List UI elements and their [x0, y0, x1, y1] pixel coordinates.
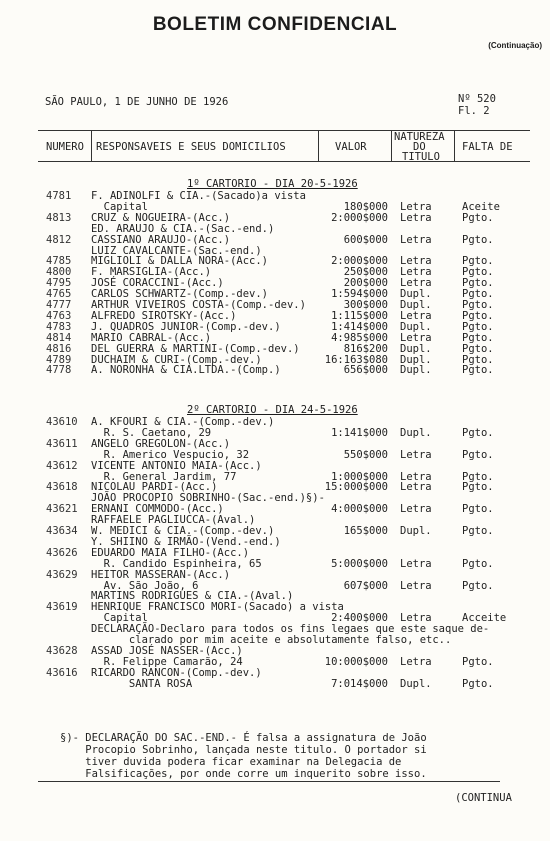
- row-falta: Acceite: [462, 612, 507, 624]
- row-falta: Pgto.: [462, 449, 494, 461]
- row-responsavel: R. General Jardim, 77: [91, 471, 237, 483]
- row-valor: 180$000: [343, 201, 388, 213]
- row-falta: Pgto.: [462, 481, 494, 493]
- row-responsavel: Y. SHIINO & IRMÃO-(Vend.-end.): [91, 536, 281, 548]
- row-responsavel: NICOLAU PARDI-(Acc.): [91, 481, 218, 493]
- sheet-number: Fl. 2: [458, 105, 490, 117]
- row-responsavel: MARTINS RODRIGUES & CIA.-(Aval.): [91, 590, 294, 602]
- row-valor: 1:414$000: [331, 321, 388, 333]
- row-natureza: Dupl.: [400, 321, 432, 333]
- row-falta: Pgto.: [462, 427, 494, 439]
- bulletin-number: Nº 520: [458, 93, 496, 105]
- row-responsavel: F. ADINOLFI & CIA.-(Sacado)a vista: [91, 190, 306, 202]
- row-number: 4777: [46, 299, 72, 311]
- row-responsavel: MARIO CABRAL-(Acc.): [91, 332, 212, 344]
- header-natureza: NATUREZA: [394, 131, 445, 143]
- header-divider-2: [318, 130, 319, 161]
- row-natureza: Dupl.: [400, 299, 432, 311]
- header-falta: FALTA DE: [462, 141, 513, 153]
- row-valor: 816$200: [343, 343, 388, 355]
- row-responsavel: DEL GUERRA & MARTINI-(Comp.-dev.): [91, 343, 300, 355]
- row-falta: Pgto.: [462, 525, 494, 537]
- row-responsavel: LUIZ CAVALCANTE-(Sac.-end.): [91, 245, 262, 257]
- row-falta: Pgto.: [462, 212, 494, 224]
- row-responsavel: CRUZ & NOGUEIRA-(Acc.): [91, 212, 231, 224]
- header-do: DO: [413, 141, 426, 153]
- row-number: 4814: [46, 332, 72, 344]
- footnote-rule: [38, 781, 500, 782]
- row-valor: 1:000$000: [331, 471, 388, 483]
- row-valor: 600$000: [343, 234, 388, 246]
- row-valor: 1:141$000: [331, 427, 388, 439]
- row-responsavel: MIGLIOLI & DALLA NORA-(Acc.): [91, 255, 269, 267]
- header-bottom-rule: [38, 161, 530, 162]
- row-natureza: Letra: [400, 503, 432, 515]
- row-number: 43629: [46, 569, 78, 581]
- row-natureza: Dupl.: [400, 343, 432, 355]
- footnote-line-1: §)- DECLARAÇÃO DO SAC.-END.- É falsa a assignatura de João: [60, 732, 427, 744]
- row-responsavel: HEITOR MASSERAN-(Acc.): [91, 569, 231, 581]
- row-valor: 1:115$000: [331, 310, 388, 322]
- row-valor: 4:000$000: [331, 503, 388, 515]
- row-valor: 300$000: [343, 299, 388, 311]
- row-valor: 7:014$000: [331, 678, 388, 690]
- row-number: 4765: [46, 288, 72, 300]
- row-natureza: Letra: [400, 612, 432, 624]
- row-responsavel: EDUARDO MAIA FILHO-(Acc.): [91, 547, 250, 559]
- header-titulo: TITULO: [402, 151, 440, 163]
- row-number: 4816: [46, 343, 72, 355]
- row-responsavel: Capital: [91, 612, 148, 624]
- row-responsavel: ED. ARAUJO & CIA.-(Sac.-end.): [91, 223, 275, 235]
- row-number: 43619: [46, 601, 78, 613]
- row-valor: 1:594$000: [331, 288, 388, 300]
- row-valor: 10:000$000: [324, 656, 388, 668]
- row-valor: 656$000: [343, 364, 388, 376]
- row-valor: 2:000$000: [331, 255, 388, 267]
- row-number: 4800: [46, 266, 72, 278]
- row-falta: Pgto.: [462, 503, 494, 515]
- row-falta: Pgto.: [462, 364, 494, 376]
- row-responsavel: JOSÉ CORACCINI-(Acc.): [91, 277, 224, 289]
- row-number: 43628: [46, 645, 78, 657]
- row-falta: Pgto.: [462, 558, 494, 570]
- row-falta: Pgto.: [462, 266, 494, 278]
- row-responsavel: DUCHAIM & CURI-(Comp.-dev.): [91, 354, 262, 366]
- row-natureza: Letra: [400, 234, 432, 246]
- row-number: 4813: [46, 212, 72, 224]
- row-number: 4783: [46, 321, 72, 333]
- row-falta: Aceite: [462, 201, 500, 213]
- row-responsavel: SANTA ROSA: [91, 678, 193, 690]
- header-top-rule: [38, 130, 530, 131]
- header-divider-4: [454, 130, 455, 161]
- row-number: 43616: [46, 667, 78, 679]
- header-valor: VALOR: [335, 141, 367, 153]
- row-responsavel: VICENTE ANTONIO MAIA-(Acc.): [91, 460, 262, 472]
- row-natureza: Letra: [400, 277, 432, 289]
- row-natureza: Dupl.: [400, 354, 432, 366]
- row-valor: 16:163$080: [324, 354, 388, 366]
- row-valor: 550$000: [343, 449, 388, 461]
- row-falta: Pgto.: [462, 656, 494, 668]
- row-number: 4785: [46, 255, 72, 267]
- row-natureza: Dupl.: [400, 525, 432, 537]
- row-responsavel: DECLARAÇÃO-Declaro para todos os fins legaes que este saque de-: [91, 623, 490, 635]
- footnote-line-4: Falsificações, por onde corre um inquerito sobre isso.: [60, 768, 427, 780]
- row-valor: 5:000$000: [331, 558, 388, 570]
- row-responsavel: JOÃO PROCOPIO SOBRINHO-(Sac.-end.)§)-: [91, 492, 325, 504]
- row-natureza: Letra: [400, 656, 432, 668]
- row-natureza: Letra: [400, 310, 432, 322]
- row-responsavel: ERNANI COMMODO-(Acc.): [91, 503, 224, 515]
- row-responsavel: R. Candido Espinheira, 65: [91, 558, 262, 570]
- row-natureza: Dupl.: [400, 427, 432, 439]
- row-falta: Pgto.: [462, 310, 494, 322]
- row-falta: Pgto.: [462, 299, 494, 311]
- row-number: 4789: [46, 354, 72, 366]
- row-responsavel: R. Americo Vespucio, 32: [91, 449, 250, 461]
- row-responsavel: CASSIANO ARAUJO-(Acc.): [91, 234, 231, 246]
- row-valor: 15:000$000: [324, 481, 388, 493]
- section-title-2: 2º CARTORIO - DIA 24-5-1926: [187, 404, 358, 416]
- row-responsavel: CARLOS SCHWARTZ-(Comp.-dev.): [91, 288, 269, 300]
- header-divider-1: [91, 130, 92, 161]
- continua-note: (CONTINUA: [455, 792, 512, 804]
- row-natureza: Letra: [400, 255, 432, 267]
- row-number: 43618: [46, 481, 78, 493]
- row-falta: Pgto.: [462, 321, 494, 333]
- row-number: 43621: [46, 503, 78, 515]
- row-natureza: Letra: [400, 449, 432, 461]
- footnote-line-3: tiver duvida podera ficar examinar na Delegacia de: [60, 756, 402, 768]
- footnote-line-2: Procopio Sobrinho, lançada neste titulo. O portador si: [60, 744, 427, 756]
- row-responsavel: ASSAD JOSÉ NASSER-(Acc.): [91, 645, 243, 657]
- row-natureza: Dupl.: [400, 288, 432, 300]
- row-number: 4812: [46, 234, 72, 246]
- row-responsavel: J. QUADROS JUNIOR-(Comp.-dev.): [91, 321, 281, 333]
- row-number: 4778: [46, 364, 72, 376]
- row-natureza: Letra: [400, 481, 432, 493]
- row-responsavel: RAFFAELE PAGLIUCCA-(Aval.): [91, 514, 256, 526]
- row-responsavel: F. MARSIGLIA-(Acc.): [91, 266, 212, 278]
- row-natureza: Letra: [400, 332, 432, 344]
- row-falta: Pgto.: [462, 332, 494, 344]
- row-responsavel: R. S. Caetano, 29: [91, 427, 212, 439]
- header-divider-3: [391, 130, 392, 161]
- place-date: SÃO PAULO, 1 DE JUNHO DE 1926: [45, 96, 229, 108]
- row-falta: Pgto.: [462, 288, 494, 300]
- row-responsavel: ANGELO GREGOLON-(Acc.): [91, 438, 231, 450]
- row-responsavel: RICARDO RANCON-(Comp.-dev.): [91, 667, 262, 679]
- row-falta: Pgto.: [462, 471, 494, 483]
- row-number: 43634: [46, 525, 78, 537]
- row-responsavel: A. NORONHA & CIA.LTDA.-(Comp.): [91, 364, 281, 376]
- row-natureza: Dupl.: [400, 364, 432, 376]
- row-responsavel: A. KFOURI & CIA.-(Comp.-dev.): [91, 416, 275, 428]
- row-valor: 2:000$000: [331, 212, 388, 224]
- row-falta: Pgto.: [462, 343, 494, 355]
- row-number: 43626: [46, 547, 78, 559]
- row-natureza: Letra: [400, 212, 432, 224]
- row-falta: Pgto.: [462, 234, 494, 246]
- header-responsaveis: RESPONSAVEIS E SEUS DOMICILIOS: [96, 141, 286, 153]
- row-valor: 250$000: [343, 266, 388, 278]
- row-falta: Pgto.: [462, 580, 494, 592]
- row-responsavel: ALFREDO SIROTSKY-(Acc.): [91, 310, 237, 322]
- row-falta: Pgto.: [462, 678, 494, 690]
- row-falta: Pgto.: [462, 277, 494, 289]
- row-valor: 200$000: [343, 277, 388, 289]
- continuation-note: (Continuação): [488, 41, 542, 50]
- row-number: 4763: [46, 310, 72, 322]
- row-natureza: Letra: [400, 558, 432, 570]
- row-natureza: Letra: [400, 201, 432, 213]
- header-numero: NUMERO: [46, 141, 84, 153]
- row-natureza: Letra: [400, 266, 432, 278]
- row-responsavel: Av. São João, 6: [91, 580, 199, 592]
- row-number: 43611: [46, 438, 78, 450]
- row-responsavel: HENRIQUE FRANCISCO MORI-(Sacado) a vista: [91, 601, 344, 613]
- row-responsavel: W. MEDICI & CIA.-(Comp.-dev.): [91, 525, 275, 537]
- row-number: 4781: [46, 190, 72, 202]
- row-valor: 2:400$000: [331, 612, 388, 624]
- row-responsavel: R. Felippe Camarão, 24: [91, 656, 243, 668]
- row-responsavel: ARTHUR VIVEIROS COSTA-(Comp.-dev.): [91, 299, 306, 311]
- row-natureza: Letra: [400, 580, 432, 592]
- row-valor: 4:985$000: [331, 332, 388, 344]
- section-title-1: 1º CARTORIO - DIA 20-5-1926: [187, 178, 358, 190]
- row-falta: Pgto.: [462, 354, 494, 366]
- row-natureza: Letra: [400, 471, 432, 483]
- row-number: 43612: [46, 460, 78, 472]
- row-natureza: Dupl.: [400, 678, 432, 690]
- row-responsavel: clarado por mim aceite e absolutamente falso, etc..: [91, 634, 452, 646]
- row-valor: 607$000: [343, 580, 388, 592]
- row-number: 4795: [46, 277, 72, 289]
- row-responsavel: Capital: [91, 201, 148, 213]
- row-falta: Pgto.: [462, 255, 494, 267]
- row-number: 43610: [46, 416, 78, 428]
- row-valor: 165$000: [343, 525, 388, 537]
- document-title: BOLETIM CONFIDENCIAL: [152, 14, 398, 35]
